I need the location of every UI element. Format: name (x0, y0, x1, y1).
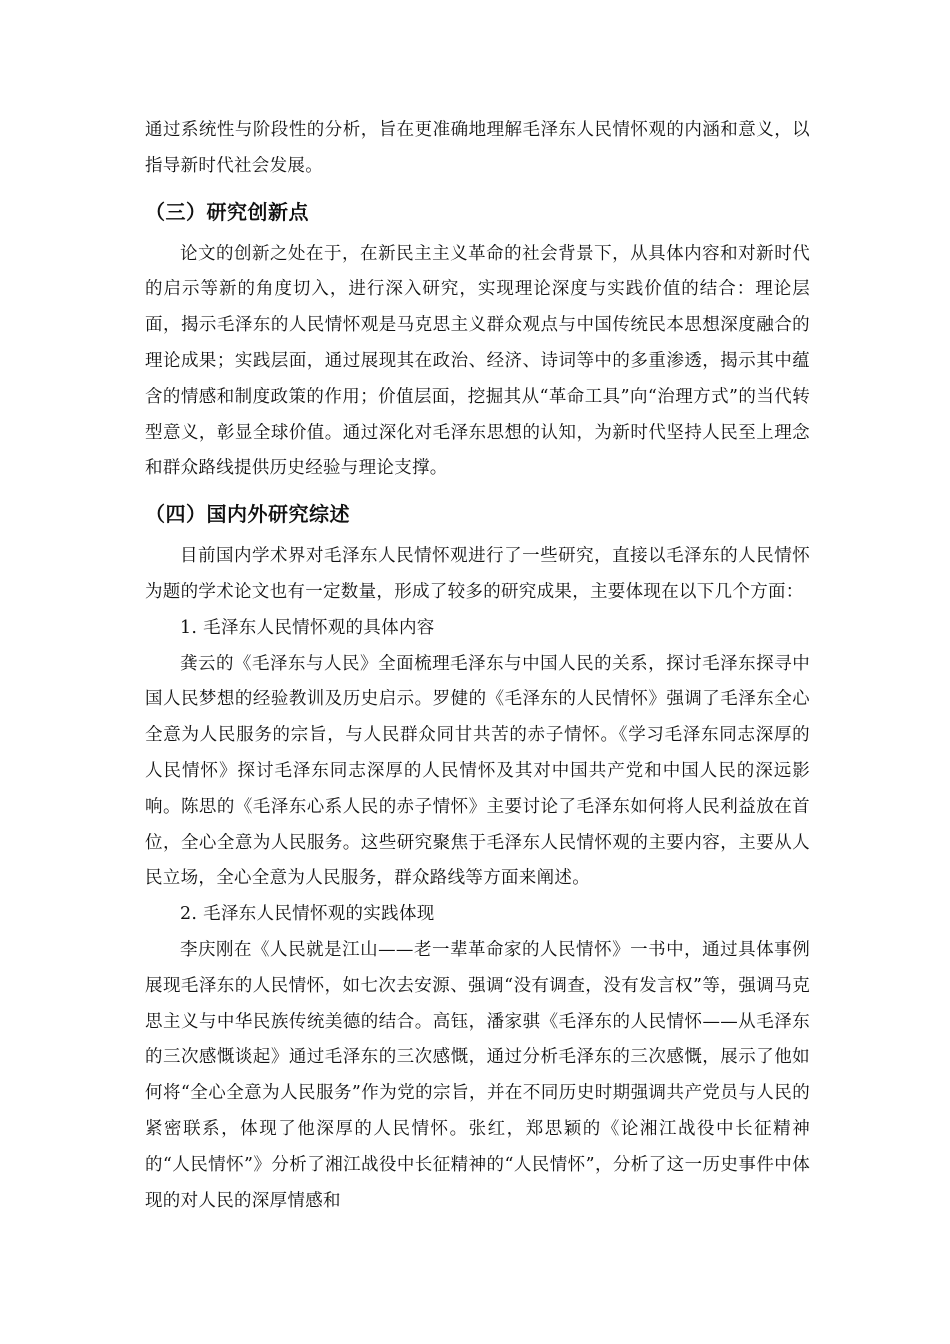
innovation-paragraph: 论文的创新之处在于，在新民主主义革命的社会背景下，从具体内容和对新时代的启示等新的角度切入，进行深入研究，实现理论深度与实践价值的结合：理论层面，揭示毛泽东的人民情怀观是马克思主义群众观点与中国传统民本思想深度融合的理论成果；实践层面，通过展现其在政治、经济、诗词等中的多重渗透，揭示其中蕴含的情感和制度政策的作用；价值层面，挖掘其从“革命工具”向“治理方式”的当代转型意义，彰显全球价值。通过深化对毛泽东思想的认知，为新时代坚持人民至上理念和群众路线提供历史经验与理论支撑。 (145, 243, 810, 479)
section-heading-innovation: （三）研究创新点 (145, 199, 309, 224)
review-item-1-body: 龚云的《毛泽东与人民》全面梳理毛泽东与中国人民的关系，探讨毛泽东探寻中国人民梦想的经验教训及历史启示。罗健的《毛泽东的人民情怀》强调了毛泽东全心全意为人民服务的宗旨，与人民群众同甘共苦的赤子情怀。《学习毛泽东同志深厚的人民情怀》探讨毛泽东同志深厚的人民情怀及其对中国共产党和中国人民的深远影响。陈思的《毛泽东心系人民的赤子情怀》主要讨论了毛泽东如何将人民利益放在首位，全心全意为人民服务。这些研究聚焦于毛泽东人民情怀观的主要内容，主要从人民立场，全心全意为人民服务，群众路线等方面来阐述。 (145, 653, 810, 889)
document-page (145, 113, 810, 1219)
review-intro-paragraph: 目前国内学术界对毛泽东人民情怀观进行了一些研究，直接以毛泽东的人民情怀为题的学术论文也有一定数量，形成了较多的研究成果，主要体现在以下几个方面： (145, 546, 810, 602)
review-item-1-title: 1. 毛泽东人民情怀观的具体内容 (180, 617, 435, 638)
review-item-2-body: 李庆刚在《人民就是江山——老一辈革命家的人民情怀》一书中，通过具体事例展现毛泽东的人民情怀，如七次去安源、强调“没有调查，没有发言权”等，强调马克思主义与中华民族传统美德的结合。高钰，潘家骐《毛泽东的人民情怀——从毛泽东的三次感慨谈起》通过毛泽东的三次感慨，通过分析毛泽东的三次感慨，展示了他如何将“全心全意为人民服务”作为党的宗旨，并在不同历史时期强调共产党员与人民的紧密联系，体现了他深厚的人民情怀。张红，郑思颖的《论湘江战役中长征精神的“人民情怀”》分析了湘江战役中长征精神的“人民情怀”，分析了这一历史事件中体现的对人民的深厚情感和 (145, 939, 810, 1211)
section-heading-literature-review: （四）国内外研究综述 (145, 502, 350, 527)
review-item-2-title: 2. 毛泽东人民情怀观的实践体现 (180, 904, 435, 925)
intro-paragraph: 通过系统性与阶段性的分析，旨在更准确地理解毛泽东人民情怀观的内涵和意义，以指导新时代社会发展。 (145, 120, 810, 176)
